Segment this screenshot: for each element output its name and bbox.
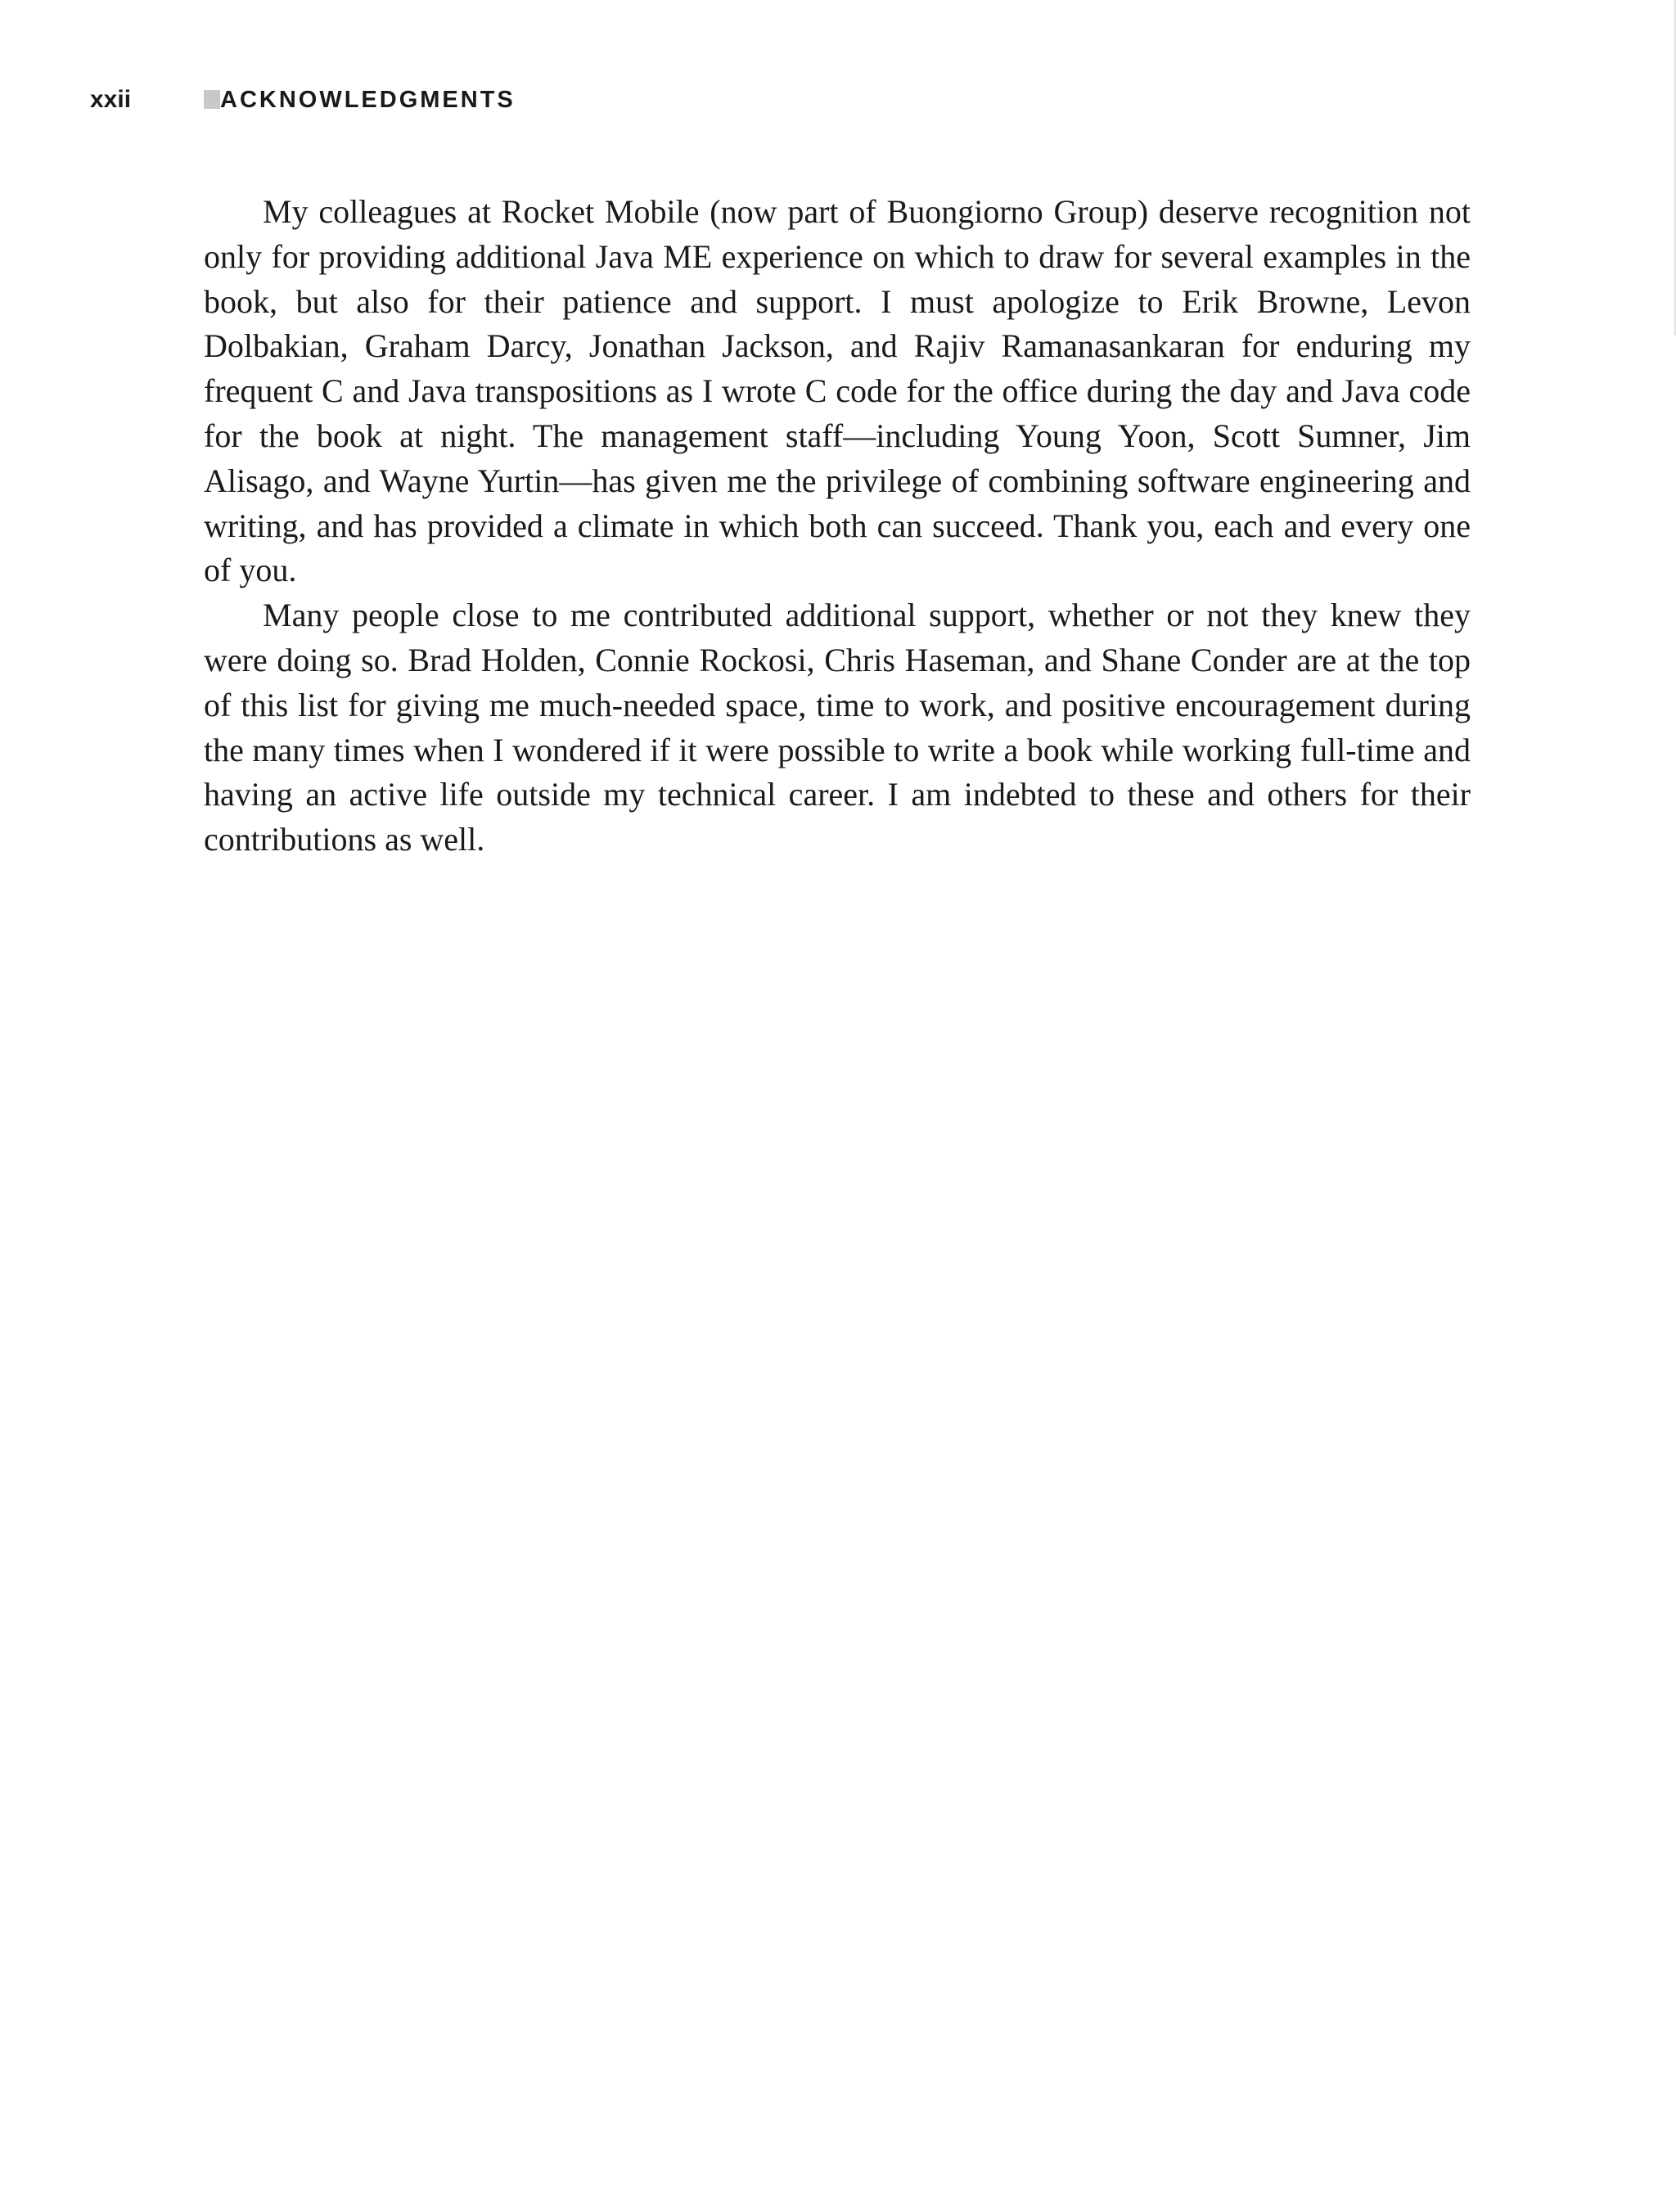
paragraph-support: Many people close to me contributed additional support, whether or not they knew they were doing so. Brad Holden, Connie Rockosi, Chris Haseman, and Shane Conder are at the top of this list for giving me much-needed space, time to work, and positive encouragement during the many times when I wondered if it were possible to write a book while working full-time and having an active life outside my technical career. I am indebted to these and others for their contributions as well. [204,597,1471,858]
section-title: ACKNOWLEDGMENTS [220,87,516,113]
running-head [0,83,1676,116]
page-number: xxii [90,86,132,113]
body-text [204,190,1471,863]
section-marker [204,90,220,109]
paragraph-colleagues: My colleagues at Rocket Mobile (now part of Buongiorno Group) deserve recognition not only for providing additional Java ME experience on which to draw for several examples in the book, but also for their patience and support. I must apologize to Erik Browne, Levon Dolbakian, Graham Darcy, Jonathan Jackson, and Rajiv Ramanasankaran for enduring my frequent C and Java transpositions as I wrote C code for the office during the day and Java code for the book at night. The management staff—including Young Yoon, Scott Sumner, Jim Alisago, and Wayne Yurtin—has given me the privilege of combining software engineering and writing, and has provided a climate in which both can succeed. Thank you, each and every one of you. [204,193,1471,589]
